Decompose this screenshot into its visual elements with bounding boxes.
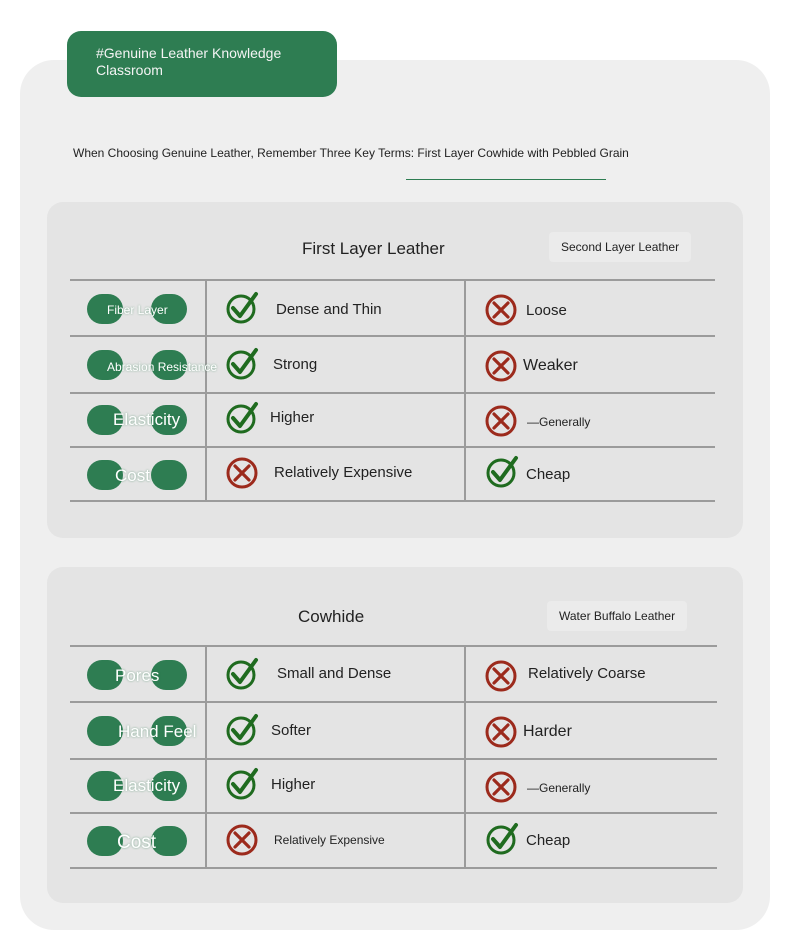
row-label: Elasticity [113,776,181,795]
row-label: Cost [115,466,150,485]
table-rule [70,812,717,814]
table-divider [205,279,207,502]
table-rule [70,279,715,281]
cross-icon [485,403,521,439]
check-icon [225,290,261,326]
cell-main: Relatively Expensive [274,464,413,481]
check-icon [225,400,261,436]
cell-main: Small and Dense [277,665,392,682]
cell-alt: Relatively Coarse [528,665,646,682]
column-header-main: Cowhide [298,607,365,626]
cross-icon [485,714,521,750]
column-header-alt: Water Buffalo Leather [547,601,687,631]
table-rule [70,446,715,448]
cell-main: Higher [271,776,316,793]
table-rule [70,758,717,760]
check-icon [225,656,261,692]
table-rule [70,645,717,647]
cell-alt: Harder [523,723,572,740]
table-rule [70,701,717,703]
cross-icon [485,769,521,805]
subtitle-underline [406,179,606,180]
comparison-card-2 [47,567,743,903]
cross-icon [485,348,521,384]
cross-icon [226,822,262,858]
row-label: Elasticity [113,410,181,429]
row-label: Hand Feel [118,722,197,741]
row-label: Fiber Layer [107,303,168,317]
cell-main: Higher [270,409,315,426]
row-label: Cost [117,832,157,853]
cell-main: Softer [271,722,312,739]
check-icon [225,346,261,382]
table-rule [70,500,715,502]
cell-main: Strong [273,356,318,373]
cell-alt: Weaker [523,357,578,374]
banner-title-line2: Classroom [96,62,163,78]
subtitle: When Choosing Genuine Leather, Remember Three Key Terms: First Layer Cowhide with Pebbled Grain [73,146,629,160]
check-icon [225,766,261,802]
cell-alt: Loose [526,302,567,319]
cell-alt: Cheap [526,466,571,483]
cross-icon [485,292,521,328]
table-rule [70,392,715,394]
cell-main: Relatively Expensive [274,833,385,847]
row-label: Abrasion Resistance [107,360,218,374]
title-banner [67,31,337,97]
cell-alt: —Generally [527,415,591,429]
column-header-alt: Second Layer Leather [549,232,691,262]
banner-title-line1: #Genuine Leather Knowledge [96,45,282,61]
cell-alt: —Generally [527,781,591,795]
check-icon [485,454,521,490]
table-divider [464,645,466,869]
cross-icon [485,658,521,694]
table-divider [205,645,207,869]
column-header-main: First Layer Leather [302,239,445,258]
table-rule [70,335,715,337]
row-label: Pores [115,666,160,685]
check-icon [485,821,521,857]
table-rule [70,867,717,869]
cell-main: Dense and Thin [276,301,382,318]
comparison-card-1 [47,202,743,538]
table-divider [464,279,466,502]
check-icon [225,712,261,748]
cell-alt: Cheap [526,832,571,849]
cross-icon [226,455,262,491]
